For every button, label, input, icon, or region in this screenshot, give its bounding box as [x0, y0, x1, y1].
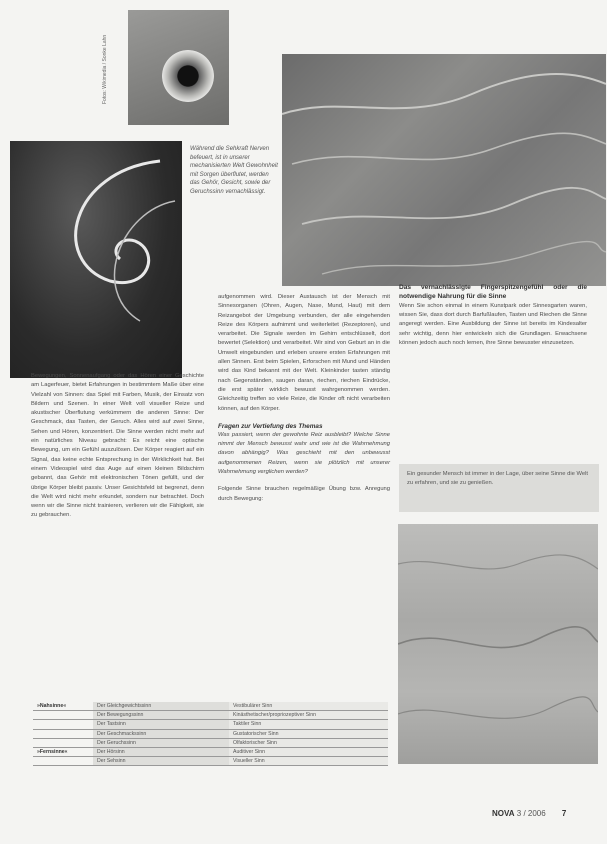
right-column — [399, 283, 587, 356]
left-column-text: Bewegungen, Sonnenaufgang oder das Hören einer Geschichte am Lagerfeuer, bietet Erfahrungen in bestimmtem Maße über eine Vielzahl von Sinnen: das Spiel mit Farben, Musik, der Einsatz von Bildern und Szenen. In einer Welt voll visueller Reize und akustischer Überflutung verkümmern die anderen Sinne: Der Geschmack, das Tasten, der Geruch. Alles wird auf zwei Sinne, Sehen und Hören, konzentriert. Die Sinne werden nicht mehr auf ein natürliches Niveau gebracht: Es reicht eine optische Bewegung, um ein Gefühl auszulösen. Der Körper reagiert auf ein Signal, das keine echte Entsprechung in der Wirklichkeit hat. Bei einem Videospiel wird das Auge auf einen kleinen Bildschirm gebannt, das Gehör mit elektronischen Tönen gefüllt, und der übrige Körper bleibt passiv. Unser Gesichtsfeld ist begrenzt, denn die Welt wird nicht mehr erkundet, sondern nur betrachtet. Doch wenn wir die Sinne nicht trainieren, verlieren wir die Fähigkeit, sie zu gebrauchen. — [31, 373, 204, 519]
table-cell-desc: Auditiver Sinn — [229, 747, 388, 756]
eye-iris — [162, 50, 214, 102]
table-cell-group: »Fernsinne« — [33, 747, 93, 756]
table-cell-group — [33, 757, 93, 766]
spiral-shape — [10, 141, 182, 378]
table-cell-sense: Der Geschmackssinn — [93, 729, 229, 738]
table-cell-desc: Olfaktorischer Sinn — [229, 738, 388, 747]
table-row — [33, 702, 388, 711]
table-intro-text: Folgende Sinne brauchen regelmäßige Übung bzw. Anregung durch Bewegung: — [218, 486, 390, 502]
table-cell-sense: Der Gleichgewichtssinn — [93, 702, 229, 711]
page-number: 7 — [561, 809, 567, 818]
table-cell-group: »Nahsinne« — [33, 702, 93, 711]
water-photo — [398, 524, 598, 764]
table-row — [33, 757, 388, 766]
middle-column — [218, 293, 390, 512]
table-row — [33, 738, 388, 747]
table-cell-sense: Der Tastsinn — [93, 720, 229, 729]
table-cell-desc: Taktiler Sinn — [229, 720, 388, 729]
sand-photo — [282, 54, 606, 286]
sand-ripples — [282, 54, 606, 286]
photo-credit: Fotos: Wikimedia / Sonke Lahn — [102, 34, 108, 104]
middle-column-text: aufgenommen wird. Dieser Austausch ist der Mensch mit Sinnesorganen (Ohren, Augen, Nase, Mund, Haut) mit dem Reizangebot der Umgebung verbunden, der alle eingehenden Reize des Körpers aufnimmt und weiterleitet (Rezeptoren), und verarbeitet. Die Signale werden im Gehirn entschlüsselt, dort bewertet (Selektion) und verarbeitet. Wir sind von Geburt an in die Umwelt eingebunden und erleben unsere ersten Erfahrungen mit allen Sinnen. Erst beim Spielen, Erforschen mit Mund und Händen wird das Kind bekannt mit der Welt. Kleinkinder tasten ständig nach Gegenständen, saugen daran, riechen, riechen Eindrücke, die erst später wirklich bewusst wahrgenommen werden. Gleichzeitig treffen so viele Reize, die Kinder oft nicht verarbeiten können, auf den Körper. — [218, 294, 390, 412]
callout-box: Ein gesunder Mensch ist immer in der Lage, über seine Sinne die Welt zu erfahren, und sie zu genießen. — [399, 464, 599, 512]
table-cell-sense: Der Sehsinn — [93, 757, 229, 766]
table-cell-desc: Gustatorischer Sinn — [229, 729, 388, 738]
issue-number: 3 / 2006 — [516, 809, 546, 818]
section-heading-fingertip: Das vernachlässigte Fingerspitzengefühl oder die notwendige Nahrung für die Sinne — [399, 284, 587, 301]
spiral-photo — [10, 141, 182, 378]
questions-text: Was passiert, wenn der gewohnte Reiz ausbleibt? Welche Sinne nimmt der Mensch bewusst wahr und wie ist die Wahrnehmung davon abhängig? Was geschieht mit den unbewusst aufgenommenen Reizen, wenn sie plötzlich mit unserer Wahrnehmung verglichen werden? — [218, 431, 390, 476]
page-footer — [492, 809, 598, 823]
section-heading-questions: Fragen zur Vertiefung des Themas — [218, 422, 323, 430]
right-column-text: Wenn Sie schon einmal in einem Kunstpark oder Sinnesgarten waren, wissen Sie, dass dort durch Barfußlaufen, Tasten und Riechen die Sinne angeregt werden. Eine Ausbildung der Sinne ist bereits im Kindesalter sehr wichtig, denn hier entwickeln sich die Grundlagen. Erwachsene können jedoch auch noch lernen, ihre Sinne bewusster einzusetzen. — [399, 302, 587, 346]
table-row — [33, 729, 388, 738]
table-cell-desc: Vestibulärer Sinn — [229, 702, 388, 711]
table-row — [33, 711, 388, 720]
table-cell-sense: Der Geruchssinn — [93, 738, 229, 747]
table-cell-group — [33, 711, 93, 720]
table-cell-sense: Der Bewegungssinn — [93, 711, 229, 720]
table-row — [33, 747, 388, 756]
table-cell-group — [33, 729, 93, 738]
magazine-name: NOVA — [492, 809, 515, 818]
table-cell-desc: Kinästhetischer/propriozeptiver Sinn — [229, 711, 388, 720]
table-cell-desc: Visueller Sinn — [229, 757, 388, 766]
table-cell-sense: Der Hörsinn — [93, 747, 229, 756]
table-cell-group — [33, 720, 93, 729]
eye-photo — [128, 10, 229, 125]
table-cell-group — [33, 738, 93, 747]
senses-table — [33, 702, 388, 766]
table-row — [33, 720, 388, 729]
water-texture — [398, 524, 598, 764]
photo-caption: Während die Sehkraft Nerven befeuert, ist in unserer mechanisierten Welt Gewohnheit mit Sorgen überflutet, werden das Gehör, Gesicht, sowie der Geruchssinn vernachlässigt. — [190, 146, 278, 195]
left-column — [31, 372, 204, 529]
